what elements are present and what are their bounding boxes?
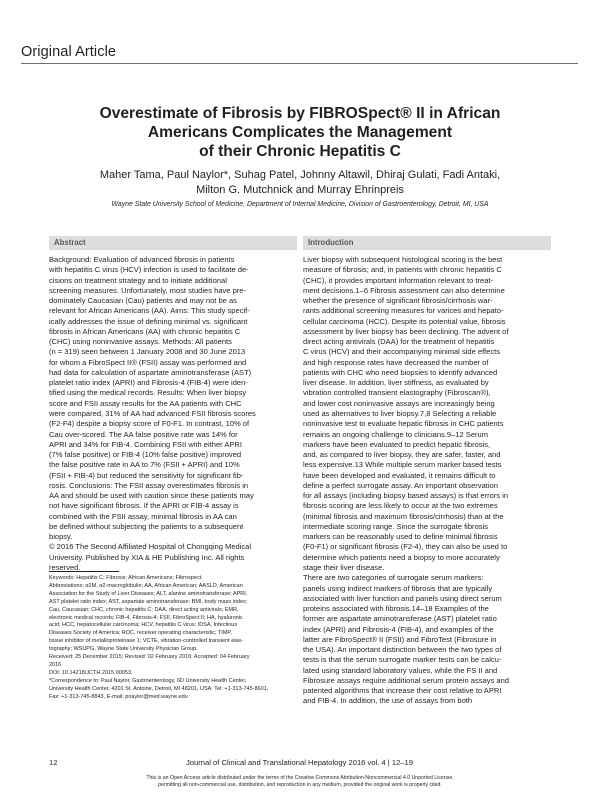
introduction-line: (CHC), it provides important information relevant to treat-	[303, 275, 493, 285]
introduction-line: the USA). An important distinction between the two types of	[303, 645, 502, 655]
footnote-line: 2016	[49, 661, 62, 668]
footnote-line: tography; WSUPG, Wayne State University Physician Group.	[49, 646, 198, 653]
title-line: Americans Complicates the Management	[147, 124, 453, 141]
introduction-line: (F0-F1) or significant fibrosis (F2-4), they can also be used to	[303, 542, 508, 552]
journal-citation: Journal of Clinical and Translational Hepatology 2016 vol. 4 | 12–19	[186, 758, 413, 767]
introduction-line: define a perfect surrogate assay. An important observation	[303, 480, 498, 490]
introduction-line: determine which patients need a biopsy to more accurately	[303, 552, 500, 562]
header-rule	[21, 63, 578, 64]
introduction-line: Fibrosure assays require additional serum protein assays and	[303, 675, 509, 685]
abstract-line: combined with the FSII assay, minimal fibrosis in AA can	[49, 511, 237, 521]
introduction-line: vibration controlled transient elastography (Fibroscan®),	[303, 388, 491, 398]
footnote-line: acid; HCC, hepatocellular carcinoma; HCV, hepatitis C virus; IDSA, Infectious	[49, 622, 238, 629]
footnote-line: Diseases Society of America; ROC, receiver operating characteristic; TIMP,	[49, 630, 232, 637]
footnote-line: Received: 25 December 2015; Revised: 02 February 2016; Accepted: 04 February	[49, 654, 250, 661]
introduction-line: rants additional screening measures for varices and hepato-	[303, 306, 504, 316]
abstract-body	[49, 255, 297, 573]
abstract-line: (n = 319) seen between 1 January 2008 and 30 June 2013	[49, 347, 246, 357]
footnote-line: tissue inhibitor of metalloproteinase 1; VCTE, vibration-controlled transient elas-	[49, 638, 244, 645]
abstract-line: tified using the medical records. Results: When liver biopsy	[49, 388, 247, 398]
footnote-line: DOI: 10.14218/JCTH.2015.00053.	[49, 669, 133, 676]
footnote-line: electronic medical records; FIB-4, Fibrosis-4; FSII, FibroSpect II; HA, hyaluronic	[49, 614, 243, 621]
introduction-line: used as alternatives to liver biopsy.7,8 Selecting a reliable	[303, 408, 497, 418]
article-type: Original Article	[21, 44, 117, 60]
license-line: This is an Open Access article distributed under the terms of the Creative Commons Attribution-Noncommercial 4.0 Unported License,	[146, 775, 454, 781]
introduction-line: and high response rates have decreased the number of	[303, 357, 489, 367]
abstract-line: APRI and 34% for FIB-4. Combining FSII with either APRI	[49, 439, 242, 449]
abstract-line: biopsy.	[49, 532, 73, 542]
page-number: 12	[49, 758, 58, 767]
abstract-line: not have significant fibrosis. If the APRI or FIB-4 assay is	[49, 501, 239, 511]
introduction-body	[303, 255, 551, 707]
introduction-line: cellular carcinoma (HCC). Despite its potential value, fibrosis	[303, 316, 506, 326]
abstract-line: AA and should be used with caution since these patients may	[49, 491, 254, 501]
abstract-line: cisions on treatment strategy and to initiate additional	[49, 275, 227, 285]
introduction-line: whether the presence of significant fibrosis/cirrhosis war-	[303, 296, 493, 306]
abstract-line: with hepatitis C virus (HCV) infection is used to facilitate de-	[49, 265, 249, 275]
footnote-line: Abbreviations: α2M, α2-macroglobulin; AA, African American; AASLD, American	[49, 582, 243, 589]
introduction-line: lated using standard laboratory values, while the FS II and	[303, 665, 498, 675]
abstract-line: (7% false positive) or FIB-4 (10% false positive) improved	[49, 450, 242, 460]
introduction-line: and, as compared to liver biopsy, they are safer, faster, and	[303, 450, 501, 460]
abstract-line: Cau over-scored. The AA false positive rate was 14% for	[49, 429, 238, 439]
introduction-heading-bar	[303, 236, 551, 250]
abstract-line: dominately Caucasian (Cau) patients and may not be as	[49, 296, 237, 306]
abstract-line: for whom a FibroSpect II® (FSII) assay was performed and	[49, 357, 247, 367]
author-line: Milton G. Mutchnick and Murray Ehrinpreis	[196, 184, 404, 196]
introduction-line: and FIB-4. In addition, the use of assays from both	[303, 696, 473, 706]
abstract-line: the false positive rate in AA to 7% (FSII + APRI) and 10%	[49, 460, 240, 470]
introduction-line: associated with liver function and panels using direct serum	[303, 593, 502, 603]
introduction-line: direct acting antivirals (DAA) for the treatment of hepatitis	[303, 337, 495, 347]
article-title	[50, 104, 550, 161]
license-line: permitting all non-commercial use, distribution, and reproduction in any medium, provided the original work is properly cited.	[158, 781, 442, 788]
affiliation: Wayne State University School of Medicine, Department of Internal Medicine, Division of Gastroenterology, Detroit, MI, USA	[111, 201, 489, 208]
abstract-line: fibrosis in African Americans (AA) with chronic hepatitis C	[49, 326, 241, 336]
abstract-line: were compared, 31% of AA had advanced FSII fibrosis scores	[49, 408, 256, 418]
introduction-line: former are aspartate aminotransferase (AST) platelet ratio	[303, 614, 497, 624]
introduction-line: assessment by liver biopsy has been declining. The advent of	[303, 326, 509, 336]
introduction-line: markers can be reasonably used to define minimal fibrosis	[303, 532, 498, 542]
title-line: Overestimate of Fibrosis by FIBROSpect® II in African	[99, 105, 501, 122]
abstract-line: reserved.	[49, 562, 81, 572]
footnote-line: Fax: +1-313-745-8843, E-mail: pnaylor@med.wayne.edu	[49, 693, 188, 700]
abstract-line: score and FSII assay results for the AA patients with CHC	[49, 398, 242, 408]
abstract-line: rosis. Conclusions: The FSII assay overestimates fibrosis in	[49, 480, 249, 490]
introduction-line: noninvasive test to evaluate hepatic fibrosis in CHC patients	[303, 419, 504, 429]
footnote-line: Keywords: Hepatitis C; Fibrosis; African Americans; Fibrospect.	[49, 575, 203, 581]
abstract-line: be defined without subjecting the patients to a subsequent	[49, 521, 244, 531]
introduction-line: latter are FibroSpect® II (FSII) and FibroTest (Fibrosure in	[303, 634, 497, 644]
introduction-line: intermediate scoring range. Since the surrogate fibrosis	[303, 521, 488, 531]
introduction-line: liver disease. In addition, liver stiffness, as evaluated by	[303, 378, 489, 388]
introduction-line: tests is that the serum surrogate marker tests can be calcu-	[303, 655, 502, 665]
introduction-line: have been developed and evaluated, it remains difficult to	[303, 470, 496, 480]
introduction-line: ment decisions.1–6 Fibrosis assessment can also determine	[303, 285, 505, 295]
abstract-line: (F2-F4) despite a biopsy score of F0-F1. In contrast, 10% of	[49, 419, 250, 429]
author-list	[60, 168, 540, 198]
abstract-line: screening measures. Unfortunately, most studies have pre-	[49, 285, 247, 295]
footnote-rule	[49, 571, 119, 572]
footnotes	[49, 575, 299, 702]
introduction-line: fibrosis scoring are less likely to occur at the two extremes	[303, 501, 498, 511]
footnote-line: Association for the Study of Liver Diseases; ALT, alanine aminotransferase; APRI,	[49, 590, 248, 597]
introduction-line: panels using indirect markers of fibrosis that are typically	[303, 583, 493, 593]
introduction-line: proteins associated with fibrosis.14–18 Examples of the	[303, 604, 489, 614]
introduction-heading: Introduction	[308, 238, 354, 247]
introduction-line: measure of fibrosis; and, in patients with chronic hepatitis C	[303, 265, 502, 275]
title-line: of their Chronic Hepatitis C	[199, 143, 401, 160]
footnote-line: AST platelet ratio index; AST, aspartate aminotransferase; BMI, body mass index;	[49, 598, 248, 605]
license-notice	[60, 775, 540, 789]
abstract-line: (CHC) using noninvasive assays. Methods: All patients	[49, 337, 232, 347]
abstract-line: platelet ratio index (APRI) and Fibrosis-4 (FIB-4) were iden-	[49, 378, 248, 388]
author-line: Maher Tama, Paul Naylor*, Suhag Patel, Johnny Altawil, Dhiraj Gulati, Fadi Antaki,	[99, 169, 501, 181]
introduction-line: for all assays (including biopsy based assays) is that errors in	[303, 491, 509, 501]
abstract-line: (FSII + FIB-4) but reduced the sensitivity for significant fib-	[49, 470, 244, 480]
introduction-line: C virus (HCV) and their accompanying minimal side effects	[303, 347, 500, 357]
abstract-line: © 2016 The Second Affiliated Hospital of Chongqing Medical	[49, 542, 252, 552]
introduction-line: (minimal fibrosis and maximum fibrosis/cirrhosis) than at the	[303, 511, 504, 521]
introduction-line: index (APRI) and Fibrosis-4 (FIB-4), and examples of the	[303, 624, 494, 634]
introduction-line: and lower cost noninvasive assays are increasingly being	[303, 398, 495, 408]
abstract-heading: Abstract	[54, 238, 86, 247]
footnote-line: University Health Center, 4201 St. Antoine, Detroit, MI 48201, USA. Tel: +1-313-745-8601,	[49, 685, 269, 692]
introduction-line: patients with CHC who need biopsies to identify advanced	[303, 367, 498, 377]
introduction-line: stage their liver disease.	[303, 562, 385, 572]
footnote-line: *Correspondence to: Paul Naylor, Gastroenterology, 6D University Health Center,	[49, 677, 247, 684]
footnote-line: Cau, Caucasian; CHC, chronic hepatitis C; DAA, direct acting antivirals; EMR,	[49, 606, 239, 613]
introduction-line: remains an ongoing challenge to clinicians.9–12 Serum	[303, 429, 489, 439]
introduction-line: markers have been evaluated to predict hepatic fibrosis,	[303, 439, 491, 449]
introduction-line: Liver biopsy with subsequent histological scoring is the best	[303, 255, 503, 264]
introduction-line: There are two categories of surrogate serum markers:	[303, 573, 484, 583]
abstract-heading-bar	[49, 236, 297, 250]
abstract-line: relevant for African Americans (AA). Aims: This study specif-	[49, 306, 250, 316]
introduction-line: less expensive.13 While multiple serum marker based tests	[303, 460, 502, 470]
abstract-line: University. Published by XIA & HE Publishing Inc. All rights	[49, 552, 245, 562]
abstract-line: Background: Evaluation of advanced fibrosis in patients	[49, 255, 235, 264]
abstract-line: ically addresses the issue of defining minimal vs. significant	[49, 316, 248, 326]
abstract-line: had data for calculation of aspartate aminotransferase (AST)	[49, 367, 252, 377]
introduction-line: patented algorithms that increase their cost relative to APRI	[303, 686, 502, 696]
